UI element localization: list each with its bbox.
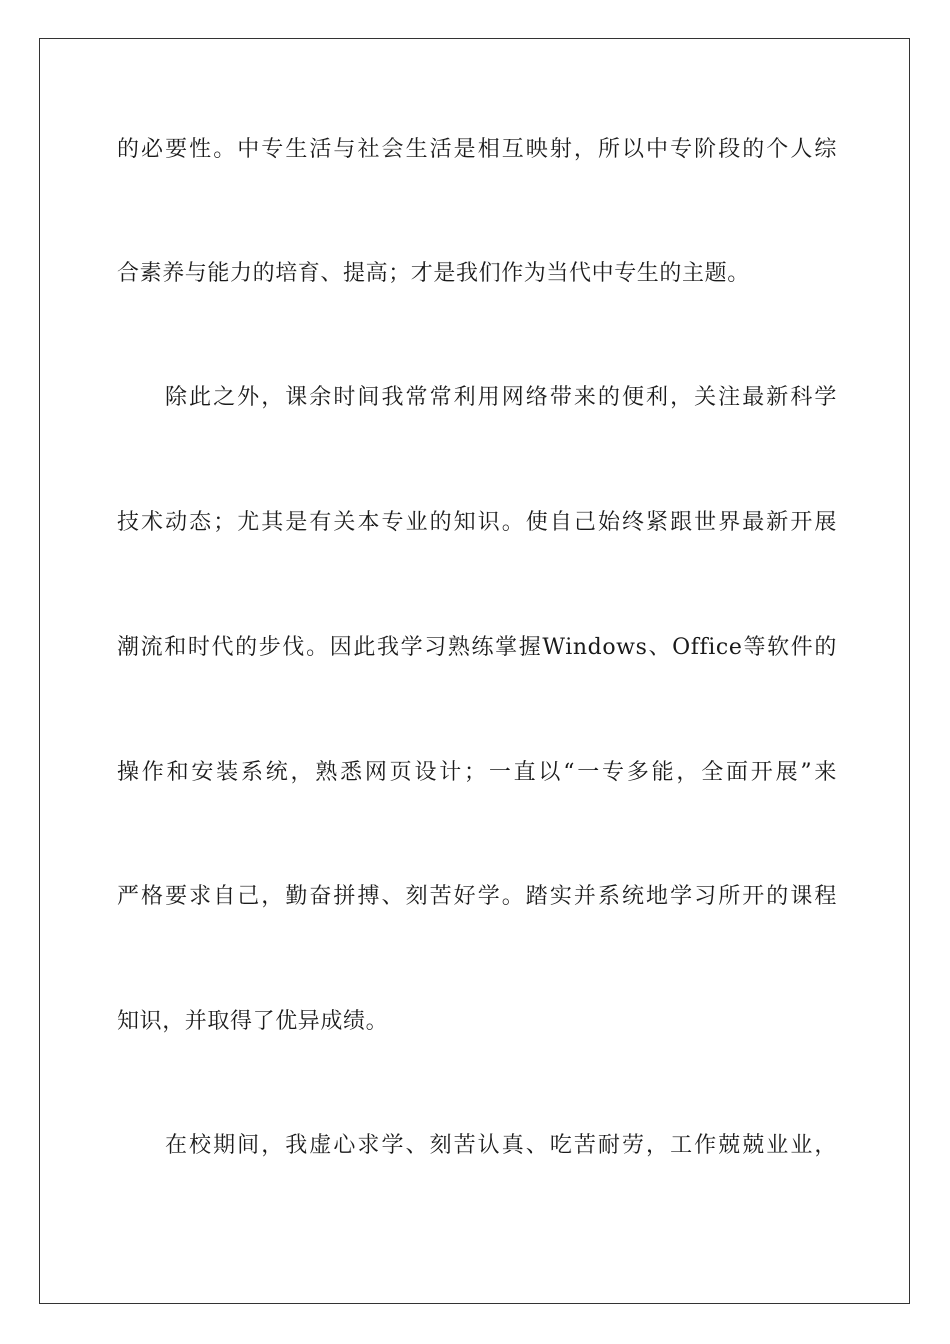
text-line-3-paragraph-start: 除此之外，课余时间我常常利用网络带来的便利，关注最新科学 xyxy=(165,385,837,410)
text-line-2: 合素养与能力的培育、提高；才是我们作为当代中专生的主题。 xyxy=(117,261,750,286)
text-line-7: 严格要求自己，勤奋拼搏、刻苦好学。踏实并系统地学习所开的课程 xyxy=(117,884,837,909)
text-line-9-paragraph-start: 在校期间，我虚心求学、刻苦认真、吃苦耐劳，工作兢兢业业， xyxy=(165,1133,837,1158)
text-line-8: 知识，并取得了优异成绩。 xyxy=(117,1009,389,1034)
text-line-6: 操作和安装系统，熟悉网页设计；一直以“一专多能，全面开展”来 xyxy=(117,760,837,785)
text-line-4: 技术动态；尤其是有关本专业的知识。使自己始终紧跟世界最新开展 xyxy=(117,510,837,535)
text-line-5: 潮流和时代的步伐。因此我学习熟练掌握Windows、Office等软件的 xyxy=(117,635,837,660)
page-border xyxy=(39,38,910,1304)
text-line-1: 的必要性。中专生活与社会生活是相互映射，所以中专阶段的个人综 xyxy=(117,137,837,162)
